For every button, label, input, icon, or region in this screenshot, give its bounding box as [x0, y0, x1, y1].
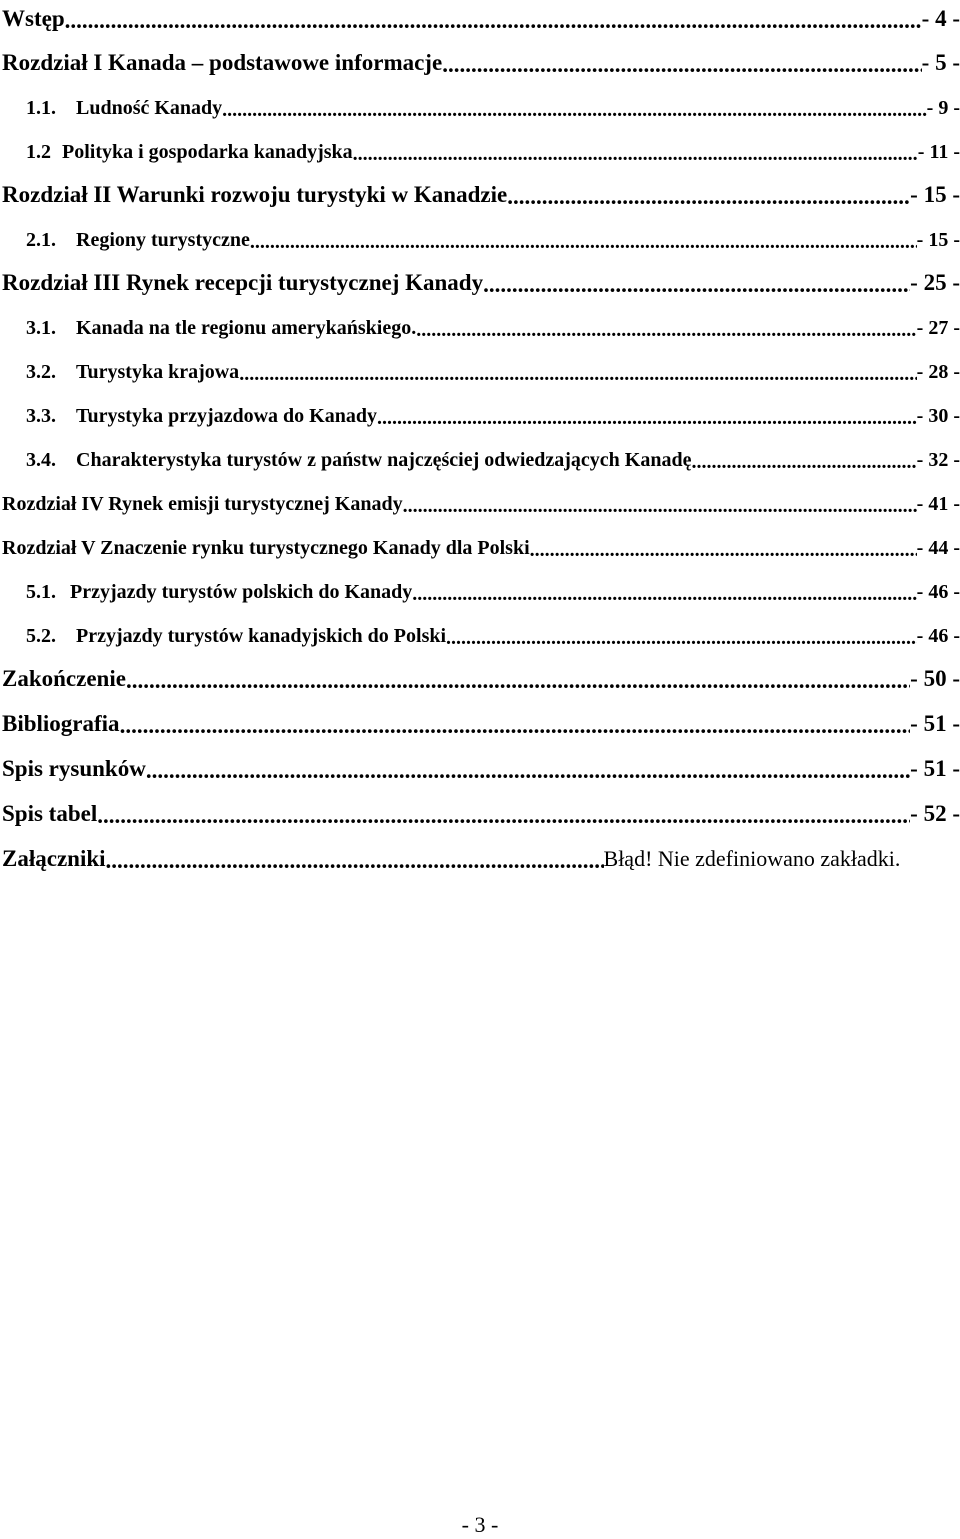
toc-leader-dots: [250, 232, 917, 252]
toc-leader-dots: [403, 496, 917, 516]
toc-leader-dots: [65, 9, 922, 32]
toc-entry-title: Rozdział III Rynek recepcji turystycznej Kanady: [2, 270, 484, 295]
toc-entry-rozdzial-4[interactable]: [0, 472, 960, 516]
toc-leader-dots: [446, 628, 917, 648]
toc-entry-title: Rozdział I Kanada – podstawowe informacje: [2, 50, 443, 75]
toc-entry-page: - 4 -: [921, 6, 960, 31]
toc-entry-title: Ludność Kanady: [76, 97, 223, 119]
toc-leader-dots: [239, 364, 916, 384]
toc-entry-title: Wstęp: [2, 6, 65, 31]
toc-entry-title: Rozdział IV Rynek emisji turystycznej Kanady: [2, 493, 403, 515]
toc-entry-5-2[interactable]: [0, 604, 960, 648]
toc-entry-1-2[interactable]: [0, 120, 960, 164]
toc-entry-title: Przyjazdy turystów kanadyjskich do Polski: [76, 625, 447, 647]
toc-entry-rozdzial-2[interactable]: [0, 164, 960, 208]
toc-entry-number: 2.1.: [26, 229, 56, 251]
toc-entry-page: - 5 -: [921, 50, 960, 75]
toc-leader-dots: [222, 100, 927, 120]
toc-entry-page: - 44 -: [916, 537, 960, 559]
toc-entry-title: Spis rysunków: [2, 756, 146, 781]
toc-entry-page: - 52 -: [910, 801, 960, 826]
toc-leader-dots: [442, 53, 921, 76]
toc-leader-dots: [106, 849, 604, 872]
toc-leader-dots: [412, 584, 916, 604]
page-number: - 3 -: [461, 1512, 499, 1537]
toc-leader-dots: [692, 452, 917, 472]
toc-entry-page: - 15 -: [916, 229, 960, 251]
toc-entry-number: 3.1.: [26, 317, 56, 339]
toc-leader-dots: [353, 144, 918, 164]
toc-entry-title: Kanada na tle regionu amerykańskiego.: [76, 317, 417, 339]
toc-entry-spis-rysunkow[interactable]: [0, 738, 960, 782]
toc-entry-page: - 25 -: [910, 270, 960, 295]
toc-entry-page: - 46 -: [916, 581, 960, 603]
toc-entry-number: 3.4.: [26, 449, 56, 471]
toc-entry-page: - 51 -: [910, 756, 960, 781]
toc-entry-wstep[interactable]: [0, 0, 960, 32]
toc-entry-number: 1.1.: [26, 97, 56, 119]
toc-entry-title: Turystyka krajowa: [76, 361, 240, 383]
toc-leader-dots: [530, 540, 917, 560]
toc-entry-page: - 30 -: [916, 405, 960, 427]
toc-entry-title: Zakończenie: [2, 666, 126, 691]
toc-entry-spis-tabel[interactable]: [0, 783, 960, 827]
toc-entry-number: 3.2.: [26, 361, 56, 383]
toc-entry-rozdzial-1[interactable]: [0, 32, 960, 76]
toc-entry-title: Przyjazdy turystów polskich do Kanady: [70, 581, 413, 603]
toc-entry-page: - 9 -: [926, 97, 960, 119]
toc-entry-page: - 15 -: [910, 182, 960, 207]
toc-leader-dots: [126, 669, 910, 692]
toc-entry-page-error: Błąd! Nie zdefiniowano zakładki.: [603, 846, 901, 871]
toc-leader-dots: [377, 408, 917, 428]
toc-leader-dots: [507, 185, 910, 208]
toc-entry-title: Spis tabel: [2, 801, 98, 826]
toc-entry-rozdzial-3[interactable]: [0, 252, 960, 296]
toc-entry-page: - 51 -: [910, 711, 960, 736]
toc-entry-page: - 11 -: [917, 141, 960, 163]
toc-entry-3-1[interactable]: [0, 296, 960, 340]
toc-entry-page: - 28 -: [916, 361, 960, 383]
toc-leader-dots: [483, 273, 910, 296]
toc-entry-2-1[interactable]: [0, 208, 960, 252]
toc-entry-page: - 50 -: [910, 666, 960, 691]
toc-entry-3-3[interactable]: [0, 384, 960, 428]
toc-entry-title: Załączniki: [2, 846, 106, 871]
toc-entry-number: 1.2: [26, 141, 51, 163]
toc-entry-3-4[interactable]: [0, 428, 960, 472]
toc-entry-title: Regiony turystyczne: [76, 229, 250, 251]
toc-entry-title: Charakterystyka turystów z państw najczęściej odwiedzających Kanadę: [76, 449, 692, 471]
toc-entry-page: - 27 -: [916, 317, 960, 339]
toc-entry-title: Polityka i gospodarka kanadyjska: [62, 141, 353, 163]
toc-entry-3-2[interactable]: [0, 340, 960, 384]
toc-leader-dots: [416, 320, 916, 340]
toc-entry-page: - 46 -: [916, 625, 960, 647]
toc-leader-dots: [146, 759, 910, 782]
toc-entry-number: 5.2.: [26, 625, 56, 647]
toc-entry-page: - 41 -: [916, 493, 960, 515]
toc-entry-zalaczniki[interactable]: [0, 828, 960, 872]
toc-entry-5-1[interactable]: [0, 560, 960, 604]
toc-entry-title: Rozdział II Warunki rozwoju turystyki w Kanadzie: [2, 182, 508, 207]
toc-entry-page: - 32 -: [916, 449, 960, 471]
toc-entry-title: Bibliografia: [2, 711, 120, 736]
toc-entry-number: 5.1.: [26, 581, 56, 603]
toc-entry-number: 3.3.: [26, 405, 56, 427]
toc-entry-title: Rozdział V Znaczenie rynku turystycznego Kanady dla Polski: [2, 537, 530, 559]
toc-entry-rozdzial-5[interactable]: [0, 516, 960, 560]
toc-leader-dots: [97, 804, 910, 827]
toc-entry-1-1[interactable]: [0, 76, 960, 120]
toc-entry-title: Turystyka przyjazdowa do Kanady: [76, 405, 377, 427]
toc-entry-zakonczenie[interactable]: [0, 648, 960, 692]
toc-leader-dots: [120, 714, 911, 737]
toc-entry-bibliografia[interactable]: [0, 693, 960, 737]
